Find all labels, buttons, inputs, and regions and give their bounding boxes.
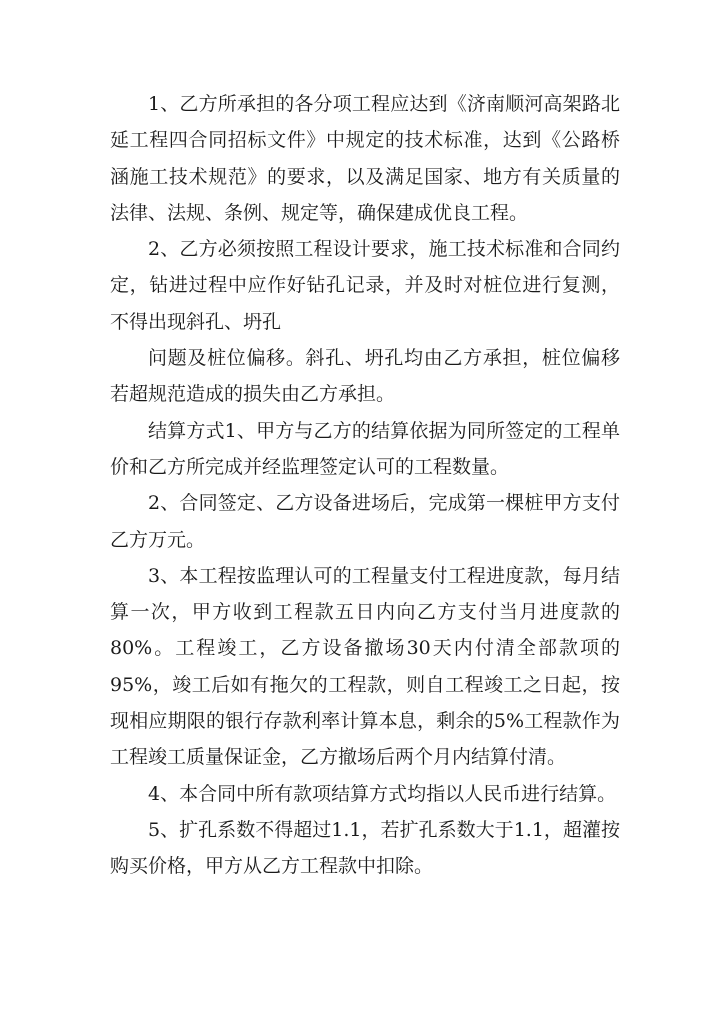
paragraph-pile-deviation: 问题及桩位偏移。斜孔、坍孔均由乙方承担，桩位偏移若超规范造成的损失由乙方承担。 xyxy=(110,347,620,406)
paragraph-settlement-basis: 结算方式1、甲方与乙方的结算依据为同所签定的工程单价和乙方所完成并经监理签定认可的工程数量。 xyxy=(110,419,620,478)
paragraph-first-payment: 2、合同签定、乙方设备进场后，完成第一棵桩甲方支付乙方万元。 xyxy=(110,492,620,551)
document-body xyxy=(110,86,620,885)
paragraph-progress-payment: 3、本工程按监理认可的工程量支付工程进度款，每月结算一次，甲方收到工程款五日内向乙方支付当月进度款的80%。工程竣工，乙方设备撤场30天内付清全部款项的95%，竣工后如有拖欠的工程款，则自工程竣工之日起，按现相应期限的银行存款利率计算本息，剩余的5%工程款作为工程竣工质量保证金，乙方撤场后两个月内结算付清。 xyxy=(110,564,620,769)
paragraph-currency: 4、本合同中所有款项结算方式均指以人民币进行结算。 xyxy=(148,782,617,805)
paragraph-expansion-coefficient: 5、扩孔系数不得超过1.1，若扩孔系数大于1.1，超灌按购买价格，甲方从乙方工程款中扣除。 xyxy=(110,818,620,878)
paragraph-drilling-requirements: 2、乙方必须按照工程设计要求，施工技术标准和合同约定，钻进过程中应作好钻孔记录，并及时对桩位进行复测，不得出现斜孔、坍孔 xyxy=(110,238,620,333)
paragraph-quality-standard: 1、乙方所承担的各分项工程应达到《济南顺河高架路北延工程四合同招标文件》中规定的技术标准，达到《公路桥涵施工技术规范》的要求，以及满足国家、地方有关质量的法律、法规、条例、规定等，确保建成优良工程。 xyxy=(110,93,620,224)
